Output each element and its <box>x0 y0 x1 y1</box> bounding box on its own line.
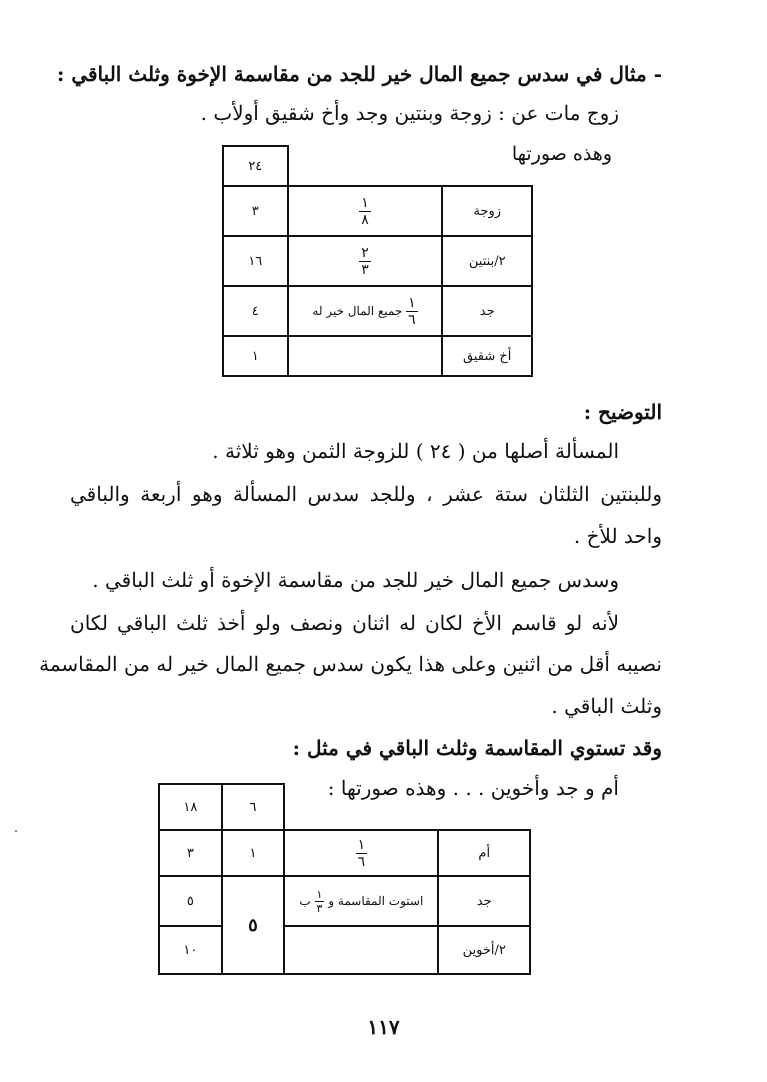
explanation-line-2: وللبنتين الثلثان ستة عشر ، وللجد سدس المسألة وهو أربعة والباقي <box>70 482 662 506</box>
table2-final-portion-mother: ٣ <box>159 830 222 876</box>
page-number: ١١٧ <box>367 1015 400 1039</box>
explanation-line-6: نصيبه أقل من اثنين وعلى هذا يكون سدس جميع المال خير له من المقاسمة <box>39 652 662 676</box>
table2-note-grandfather: استوت المقاسمة و <box>328 893 424 908</box>
table1-heir-brother: أخ شقيق <box>442 336 532 376</box>
table2-merged-portion: ٥ <box>222 876 285 974</box>
table2-heir-mother: أم <box>438 830 530 876</box>
second-example-line: أم و جد وأخوين . . . وهذه صورتها : <box>327 776 619 800</box>
table1-share-brother <box>288 336 443 376</box>
table1-portion-grandfather: ٤ <box>223 286 288 336</box>
table1-total: ٢٤ <box>223 146 288 186</box>
table1-share-daughters: $\frac{٢}{٣}$ <box>288 236 443 286</box>
inheritance-table-1 <box>222 145 533 377</box>
inheritance-table-2 <box>158 783 531 975</box>
table1-heir-grandfather: جد <box>442 286 532 336</box>
table1-portion-wife: ٣ <box>223 186 288 236</box>
explanation-line-7: وثلث الباقي . <box>551 694 662 718</box>
table1-note-grandfather: جميع المال خير له <box>312 303 403 318</box>
table2-base-portion-mother: ١ <box>222 830 285 876</box>
table1-heir-wife: زوجة <box>442 186 532 236</box>
table2-corrected-base: ١٨ <box>159 784 222 830</box>
table1-heir-daughters: ٢/بنتين <box>442 236 532 286</box>
table2-final-portion-brothers: ١٠ <box>159 926 222 974</box>
table2-heir-brothers: ٢/أخوين <box>438 926 530 974</box>
table1-portion-daughters: ١٦ <box>223 236 288 286</box>
table2-final-portion-grandfather: ٥ <box>159 876 222 926</box>
table2-note-grandfather-suffix: ب <box>299 893 311 908</box>
table1-portion-brother: ١ <box>223 336 288 376</box>
explanation-line-5: لأنه لو قاسم الأخ لكان له اثنان ونصف ولو أخذ ثلث الباقي لكان <box>70 611 619 635</box>
second-example-heading: وقد تستوي المقاسمة وثلث الباقي في مثل : <box>292 736 662 760</box>
example-heading: - مثال في سدس جميع المال خير للجد من مقاسمة الإخوة وثلث الباقي : <box>56 62 662 86</box>
table1-share-wife: $\frac{١}{٨}$ <box>288 186 443 236</box>
table2-base: ٦ <box>222 784 285 830</box>
example-line-2: وهذه صورتها <box>511 143 612 165</box>
example-line-1: زوج مات عن : زوجة وبنتين وجد وأخ شقيق أولأب . <box>200 101 619 125</box>
table1-share-grandfather: $\frac{١}{٦}$ جميع المال خير له <box>288 286 443 336</box>
table2-share-mother: $\frac{١}{٦}$ <box>284 830 438 876</box>
explanation-heading: التوضيح : <box>583 400 662 424</box>
table2-share-grandfather: استوت المقاسمة و $\frac{١}{٣}$ ب <box>284 876 438 926</box>
table2-heir-grandfather: جد <box>438 876 530 926</box>
stray-mark <box>15 830 17 832</box>
explanation-line-1: المسألة أصلها من ( ٢٤ ) للزوجة الثمن وهو ثلاثة . <box>212 439 619 463</box>
explanation-line-4: وسدس جميع المال خير للجد من مقاسمة الإخوة أو ثلث الباقي . <box>92 568 619 592</box>
explanation-line-3: واحد للأخ . <box>573 524 662 548</box>
table2-share-brothers <box>284 926 438 974</box>
